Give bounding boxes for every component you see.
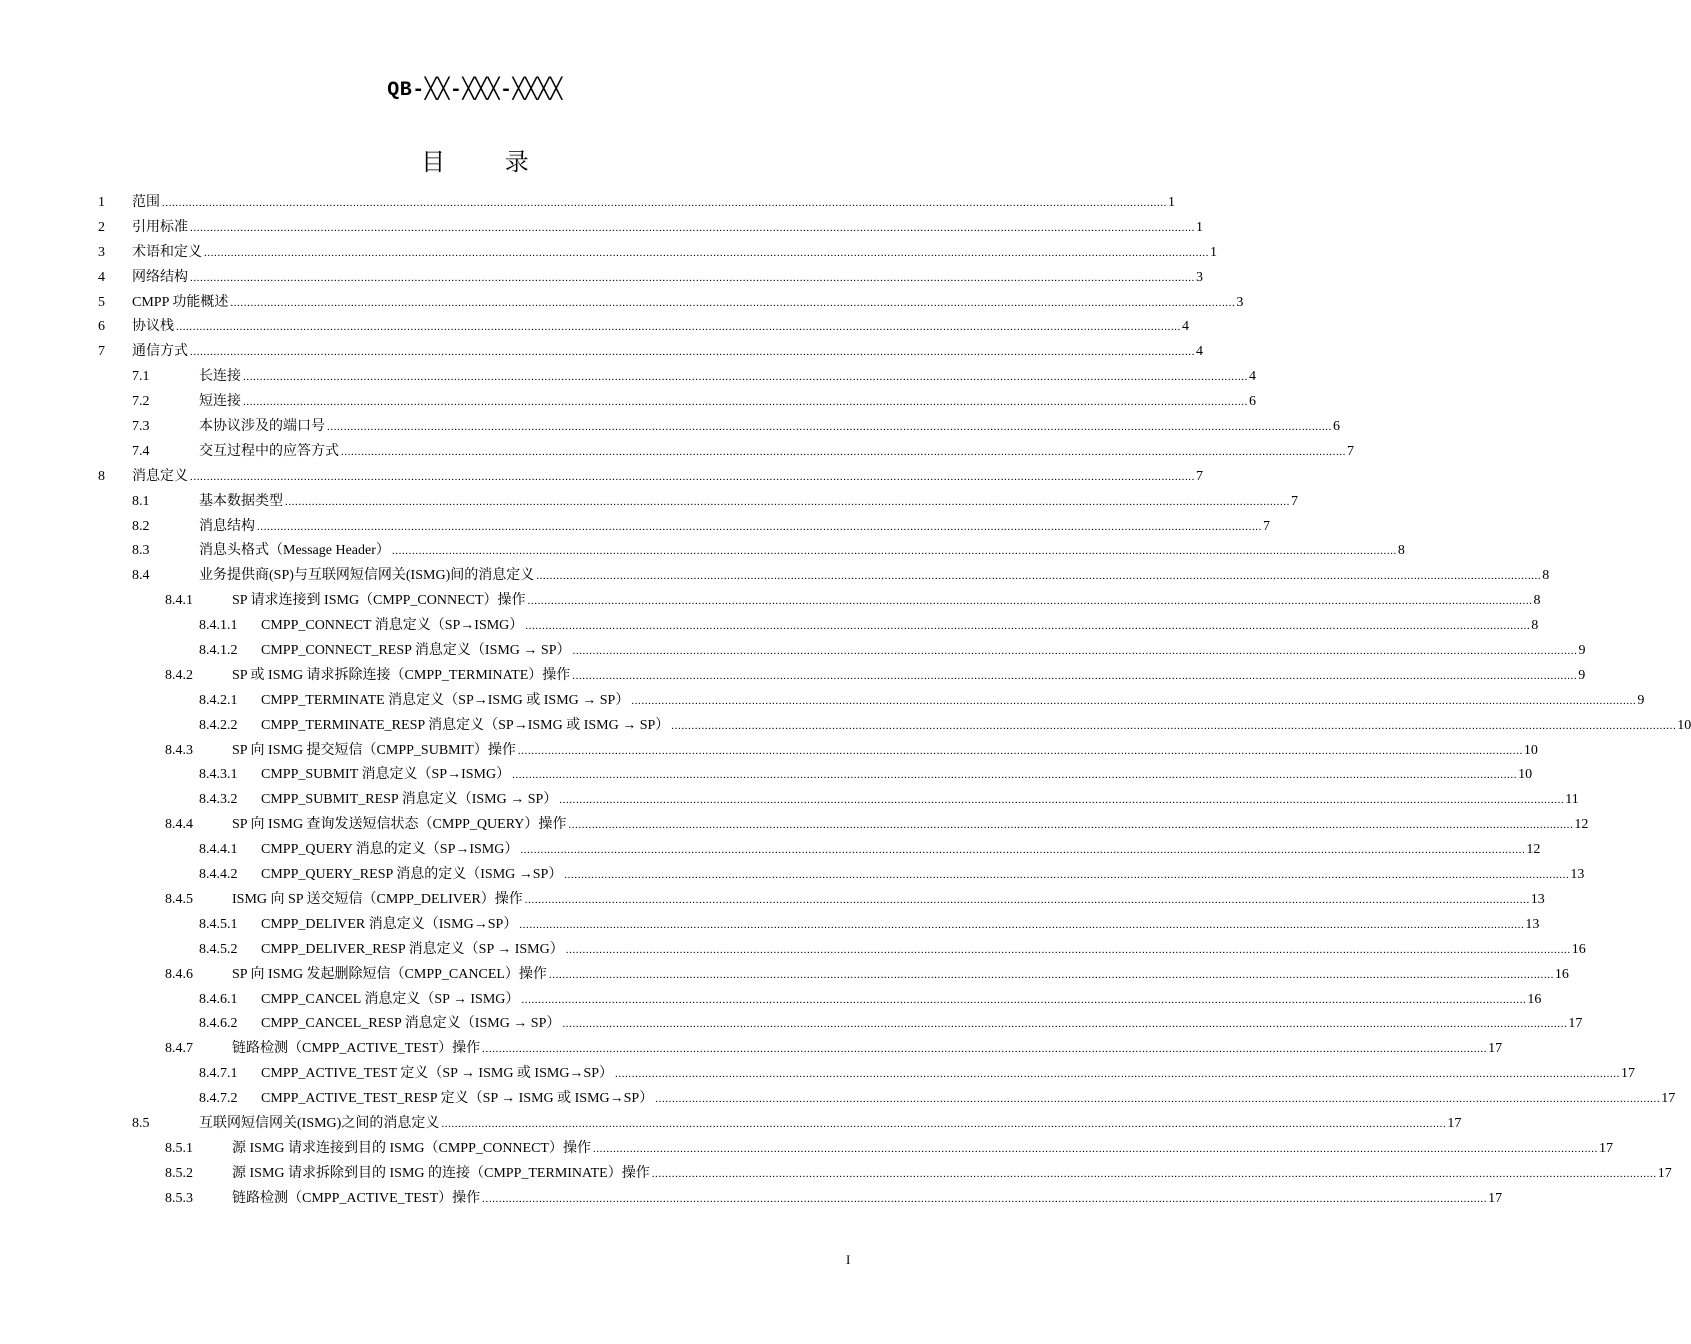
- toc-entry-title: SP 或 ISMG 请求拆除连接（CMPP_TERMINATE）操作: [232, 667, 571, 683]
- toc-leader-dots: ............................................................................................................................................................................................................................................................................................................: [615, 1068, 1621, 1081]
- toc-leader-dots: ............................................................................................................................................................................................................................................................................................................: [391, 545, 1397, 558]
- toc-entry[interactable]: [0, 564, 1550, 589]
- toc-entry[interactable]: [0, 813, 1589, 838]
- toc-entry-title: 范围: [132, 195, 160, 210]
- toc-entry-number: 7.1: [132, 369, 150, 385]
- toc-entry-page: 17: [1621, 1066, 1636, 1082]
- toc-leader-dots: ............................................................................................................................................................................................................................................................................................................: [519, 918, 1525, 931]
- toc-entry-number: 7.3: [132, 419, 150, 435]
- toc-entry-page: 13: [1525, 916, 1540, 932]
- toc-entry-page: 8: [1397, 543, 1405, 559]
- toc-entry[interactable]: [0, 788, 1579, 813]
- toc-entry-page: 17: [1661, 1091, 1676, 1107]
- toc-leader-dots: ............................................................................................................................................................................................................................................................................................................: [524, 893, 1530, 906]
- toc-entry-page: 3: [1196, 269, 1203, 285]
- toc-leader-dots: ............................................................................................................................................................................................................................................................................................................: [536, 570, 1542, 583]
- toc-entry-page: 10: [1523, 742, 1538, 758]
- toc-entry[interactable]: [0, 390, 1256, 415]
- toc-entry-title: 业务提供商(SP)与互联网短信网关(ISMG)间的消息定义: [199, 568, 535, 584]
- toc-entry[interactable]: [0, 888, 1545, 913]
- toc-leader-dots: ............................................................................................................................................................................................................................................................................................................: [482, 1192, 1488, 1205]
- toc-entry-title: CMPP_DELIVER_RESP 消息定义（SP → ISMG）: [261, 941, 564, 957]
- toc-leader-dots: ............................................................................................................................................................................................................................................................................................................: [562, 1018, 1568, 1031]
- toc-entry-title: CMPP_CANCEL_RESP 消息定义（ISMG → SP）: [261, 1016, 561, 1032]
- toc-entry-title: 消息定义: [132, 468, 188, 484]
- toc-entry-number: 6: [98, 319, 105, 335]
- toc-entry-title: SP 向 ISMG 查询发送短信状态（CMPP_QUERY）操作: [232, 817, 567, 833]
- toc-entry-title: CMPP_CONNECT 消息定义（SP→ISMG）: [261, 618, 524, 634]
- toc-leader-dots: ............................................................................................................................................................................................................................................................................................................: [671, 719, 1677, 732]
- toc-entry[interactable]: [0, 689, 1645, 714]
- toc-entry-number: 8.4.5.2: [199, 941, 238, 957]
- toc-leader-dots: ............................................................................................................................................................................................................................................................................................................: [285, 495, 1290, 508]
- toc-leader-dots: ............................................................................................................................................................................................................................................................................................................: [190, 346, 1195, 359]
- toc-entry-number: 8.3: [132, 543, 150, 559]
- toc-entry-title: 消息头格式（Message Header）: [199, 543, 390, 559]
- toc-leader-dots: ............................................................................................................................................................................................................................................................................................................: [441, 1117, 1447, 1130]
- toc-entry-number: 8.1: [132, 493, 150, 509]
- toc-entry-page: 8: [1542, 568, 1550, 584]
- toc-leader-dots: ............................................................................................................................................................................................................................................................................................................: [190, 271, 1195, 284]
- toc-entry-number: 8.4.5: [165, 891, 193, 907]
- toc-entry-number: 7: [98, 344, 105, 360]
- toc-entry-title: 协议栈: [132, 319, 174, 335]
- toc-entry-number: 8.4.6: [165, 966, 193, 982]
- toc-entry[interactable]: [0, 266, 1203, 291]
- toc-entry-number: 8.4.4.2: [199, 867, 238, 883]
- toc-entry-title: 网络结构: [132, 269, 188, 285]
- toc-entry[interactable]: [0, 1187, 1503, 1212]
- toc-entry-number: 2: [98, 219, 105, 235]
- toc-entry-number: 8.5.2: [165, 1165, 193, 1181]
- toc-leader-dots: ............................................................................................................................................................................................................................................................................................................: [525, 620, 1531, 633]
- toc-leader-dots: ............................................................................................................................................................................................................................................................................................................: [527, 595, 1533, 608]
- toc-leader-dots: ............................................................................................................................................................................................................................................................................................................: [230, 296, 1236, 309]
- toc-entry-number: 8.4.1: [165, 593, 193, 609]
- toc-entry[interactable]: [0, 315, 1189, 340]
- toc-leader-dots: ............................................................................................................................................................................................................................................................................................................: [559, 794, 1565, 807]
- toc-leader-dots: ............................................................................................................................................................................................................................................................................................................: [565, 943, 1571, 956]
- toc-entry-page: 17: [1488, 1041, 1503, 1057]
- toc-entry-title: 互联网短信网关(ISMG)之间的消息定义: [199, 1115, 440, 1131]
- toc-entry[interactable]: [0, 988, 1542, 1013]
- toc-entry-title: 源 ISMG 请求拆除到目的 ISMG 的连接（CMPP_TERMINATE）操作: [232, 1165, 650, 1181]
- toc-entry-page: 8: [1533, 593, 1541, 609]
- toc-entry-number: 8.4.7.2: [199, 1091, 238, 1107]
- toc-entry[interactable]: [0, 539, 1405, 564]
- toc-entry[interactable]: [0, 1137, 1613, 1162]
- toc-leader-dots: ............................................................................................................................................................................................................................................................................................................: [568, 819, 1574, 832]
- toc-entry[interactable]: [0, 938, 1586, 963]
- toc-entry-title: 基本数据类型: [199, 493, 283, 509]
- toc-entry-title: CMPP_QUERY 消息的定义（SP→ISMG）: [261, 842, 519, 858]
- toc-leader-dots: ............................................................................................................................................................................................................................................................................................................: [204, 246, 1209, 259]
- toc-entry[interactable]: [0, 191, 1175, 216]
- toc-leader-dots: ............................................................................................................................................................................................................................................................................................................: [517, 744, 1523, 757]
- toc-entry[interactable]: [0, 415, 1340, 440]
- toc-entry-page: 16: [1527, 991, 1542, 1007]
- toc-entry-page: 13: [1570, 867, 1585, 883]
- toc-entry-page: 6: [1333, 419, 1340, 435]
- toc-entry[interactable]: [0, 913, 1540, 938]
- toc-entry-page: 17: [1598, 1140, 1613, 1156]
- toc-entry-number: 5: [98, 294, 105, 310]
- toc-entry-number: 8.4.6.2: [199, 1016, 238, 1032]
- toc-entry-title: 长连接: [199, 369, 241, 385]
- toc-entry-page: 9: [1578, 643, 1586, 659]
- toc-entry-page: 3: [1236, 294, 1244, 310]
- toc-leader-dots: ............................................................................................................................................................................................................................................................................................................: [572, 645, 1578, 658]
- toc-entry-page: 17: [1488, 1190, 1503, 1206]
- toc-entry-title: 链路检测（CMPP_ACTIVE_TEST）操作: [232, 1041, 481, 1057]
- toc-title: 目 录: [421, 148, 555, 176]
- toc-entry-number: 8.5: [132, 1115, 150, 1131]
- toc-leader-dots: ............................................................................................................................................................................................................................................................................................................: [564, 869, 1570, 882]
- toc-entry-title: ISMG 向 SP 送交短信（CMPP_DELIVER）操作: [232, 891, 523, 907]
- toc-entry-page: 1: [1168, 195, 1175, 210]
- toc-entry-page: 1: [1210, 244, 1217, 260]
- document-code: QB-╳╳-╳╳╳-╳╳╳╳: [387, 79, 563, 102]
- toc-entry-number: 1: [98, 195, 105, 210]
- toc-entry-page: 9: [1637, 692, 1645, 708]
- toc-entry-title: CMPP_CONNECT_RESP 消息定义（ISMG → SP）: [261, 643, 571, 659]
- toc-entry-title: 源 ISMG 请求连接到目的 ISMG（CMPP_CONNECT）操作: [232, 1140, 591, 1156]
- toc-entry-title: CMPP_DELIVER 消息定义（ISMG→SP）: [261, 916, 518, 932]
- toc-entry[interactable]: [0, 589, 1541, 614]
- toc-entry[interactable]: [0, 515, 1270, 540]
- toc-entry-page: 12: [1526, 842, 1541, 858]
- toc-entry-title: SP 向 ISMG 提交短信（CMPP_SUBMIT）操作: [232, 742, 516, 758]
- toc-entry-number: 8.4.7: [165, 1041, 193, 1057]
- toc-entry-title: CMPP_ACTIVE_TEST_RESP 定义（SP → ISMG 或 ISMG→SP）: [261, 1091, 654, 1107]
- toc-leader-dots: ............................................................................................................................................................................................................................................................................................................: [190, 221, 1195, 234]
- toc-entry[interactable]: [0, 763, 1533, 788]
- toc-entry-number: 8.5.1: [165, 1140, 193, 1156]
- toc-entry-page: 12: [1574, 817, 1589, 833]
- toc-leader-dots: ............................................................................................................................................................................................................................................................................................................: [651, 1167, 1657, 1180]
- toc-entry-page: 13: [1530, 891, 1545, 907]
- toc-leader-dots: ............................................................................................................................................................................................................................................................................................................: [162, 197, 1167, 209]
- toc-entry-number: 8.4.4: [165, 817, 193, 833]
- toc-entry-number: 8.4.2: [165, 667, 193, 683]
- toc-entry-title: CMPP_SUBMIT 消息定义（SP→ISMG）: [261, 767, 511, 783]
- toc-entry-page: 6: [1249, 394, 1256, 410]
- toc-entry-page: 4: [1196, 344, 1203, 360]
- toc-entry-page: 10: [1677, 717, 1691, 733]
- toc-entry-number: 7.2: [132, 394, 150, 410]
- toc-entry-title: 链路检测（CMPP_ACTIVE_TEST）操作: [232, 1190, 481, 1206]
- toc-entry-title: CMPP_ACTIVE_TEST 定义（SP → ISMG 或 ISMG→SP）: [261, 1066, 614, 1082]
- toc-entry[interactable]: [0, 838, 1541, 863]
- toc-entry[interactable]: [0, 340, 1203, 365]
- toc-entry[interactable]: [0, 440, 1354, 465]
- toc-entry[interactable]: [0, 216, 1203, 241]
- toc-leader-dots: ............................................................................................................................................................................................................................................................................................................: [521, 993, 1527, 1006]
- toc-entry-number: 8.5.3: [165, 1190, 193, 1206]
- toc-entry-page: 10: [1518, 767, 1533, 783]
- toc-entry-title: 短连接: [199, 394, 241, 410]
- toc-entry-number: 8.4.5.1: [199, 916, 238, 932]
- toc-entry-title: CMPP_QUERY_RESP 消息的定义（ISMG →SP）: [261, 867, 563, 883]
- toc-entry-title: CMPP_TERMINATE 消息定义（SP→ISMG 或 ISMG → SP）: [261, 692, 630, 708]
- toc-entry[interactable]: [0, 664, 1586, 689]
- toc-entry-page: 1: [1196, 219, 1203, 235]
- toc-entry-page: 7: [1263, 518, 1270, 534]
- toc-entry[interactable]: [0, 1112, 1462, 1137]
- toc-entry-number: 8.4: [132, 568, 150, 584]
- toc-entry-page: 11: [1565, 792, 1579, 808]
- toc-entry[interactable]: [0, 739, 1538, 764]
- toc-entry[interactable]: [0, 291, 1244, 316]
- toc-leader-dots: ............................................................................................................................................................................................................................................................................................................: [482, 1043, 1488, 1056]
- toc-entry-page: 8: [1531, 618, 1539, 634]
- toc-entry-title: 通信方式: [132, 344, 188, 360]
- toc-leader-dots: ............................................................................................................................................................................................................................................................................................................: [592, 1142, 1598, 1155]
- toc-entry-number: 8.4.1.1: [199, 618, 238, 634]
- toc-leader-dots: ............................................................................................................................................................................................................................................................................................................: [520, 844, 1526, 857]
- toc-entry-title: 消息结构: [199, 518, 255, 534]
- toc-entry-page: 9: [1578, 667, 1586, 683]
- toc-entry-number: 8.4.2.2: [199, 717, 238, 733]
- toc-entry-number: 8.4.4.1: [199, 842, 238, 858]
- toc-leader-dots: ............................................................................................................................................................................................................................................................................................................: [655, 1093, 1661, 1106]
- toc-leader-dots: ............................................................................................................................................................................................................................................................................................................: [243, 371, 1248, 384]
- toc-entry-number: 8.4.3: [165, 742, 193, 758]
- toc-leader-dots: ............................................................................................................................................................................................................................................................................................................: [243, 396, 1248, 409]
- toc-leader-dots: ............................................................................................................................................................................................................................................................................................................: [548, 968, 1554, 981]
- toc-entry-number: 8.4.7.1: [199, 1066, 238, 1082]
- toc-entry[interactable]: [0, 241, 1217, 266]
- toc-entry-number: 4: [98, 269, 105, 285]
- toc-entry-number: 8.4.6.1: [199, 991, 238, 1007]
- toc-entry-title: CMPP 功能概述: [132, 294, 229, 310]
- toc-entry[interactable]: [0, 863, 1585, 888]
- toc-entry-title: 本协议涉及的端口号: [199, 419, 325, 435]
- toc-entry-page: 17: [1568, 1016, 1583, 1032]
- toc-entry-title: CMPP_CANCEL 消息定义（SP → ISMG）: [261, 991, 520, 1007]
- toc-entry-page: 7: [1196, 468, 1203, 484]
- toc-leader-dots: ............................................................................................................................................................................................................................................................................................................: [327, 421, 1332, 434]
- toc-leader-dots: ............................................................................................................................................................................................................................................................................................................: [257, 520, 1262, 533]
- toc-entry-page: 16: [1571, 941, 1586, 957]
- toc-entry-number: 8.4.1.2: [199, 643, 238, 659]
- toc-entry-number: 8.2: [132, 518, 150, 534]
- toc-leader-dots: ............................................................................................................................................................................................................................................................................................................: [190, 470, 1195, 483]
- toc-entry-page: 17: [1447, 1115, 1462, 1131]
- toc-entry-title: SP 向 ISMG 发起删除短信（CMPP_CANCEL）操作: [232, 966, 547, 982]
- toc-entry[interactable]: [0, 1062, 1636, 1087]
- toc-entry-page: 7: [1291, 493, 1298, 509]
- toc-entry[interactable]: [0, 365, 1256, 390]
- toc-entry-title: CMPP_SUBMIT_RESP 消息定义（ISMG → SP）: [261, 792, 558, 808]
- table-of-contents: [0, 191, 1691, 1212]
- toc-entry-page: 4: [1182, 319, 1189, 335]
- toc-entry-page: 7: [1347, 443, 1354, 459]
- toc-entry[interactable]: [0, 1087, 1676, 1112]
- toc-entry[interactable]: [0, 490, 1298, 515]
- toc-entry-title: CMPP_TERMINATE_RESP 消息定义（SP→ISMG 或 ISMG → SP）: [261, 717, 670, 733]
- toc-leader-dots: ............................................................................................................................................................................................................................................................................................................: [341, 445, 1346, 458]
- footer-page-number: I: [846, 1252, 851, 1267]
- toc-entry-title: SP 请求连接到 ISMG（CMPP_CONNECT）操作: [232, 593, 526, 609]
- toc-entry-page: 16: [1554, 966, 1569, 982]
- toc-leader-dots: ............................................................................................................................................................................................................................................................................................................: [631, 694, 1637, 707]
- toc-entry-title: 交互过程中的应答方式: [199, 443, 339, 459]
- toc-entry[interactable]: [0, 963, 1569, 988]
- toc-entry-title: 术语和定义: [132, 244, 202, 260]
- toc-entry[interactable]: [0, 465, 1203, 490]
- toc-entry-number: 8.4.3.1: [199, 767, 238, 783]
- toc-entry-number: 8.4.2.1: [199, 692, 238, 708]
- toc-entry-number: 8.4.3.2: [199, 792, 238, 808]
- toc-entry-page: 17: [1657, 1165, 1672, 1181]
- toc-leader-dots: ............................................................................................................................................................................................................................................................................................................: [512, 769, 1518, 782]
- toc-leader-dots: ............................................................................................................................................................................................................................................................................................................: [572, 669, 1578, 682]
- toc-entry[interactable]: [0, 714, 1691, 739]
- toc-entry-number: 7.4: [132, 443, 150, 459]
- toc-entry[interactable]: [0, 639, 1586, 664]
- toc-entry[interactable]: [0, 1162, 1672, 1187]
- toc-entry-title: 引用标准: [132, 219, 188, 235]
- toc-entry[interactable]: [0, 1037, 1503, 1062]
- toc-entry-page: 4: [1249, 369, 1256, 385]
- toc-entry-number: 3: [98, 244, 105, 260]
- toc-entry[interactable]: [0, 614, 1539, 639]
- toc-entry-number: 8: [98, 468, 105, 484]
- toc-entry[interactable]: [0, 1012, 1583, 1037]
- toc-leader-dots: ............................................................................................................................................................................................................................................................................................................: [176, 321, 1181, 334]
